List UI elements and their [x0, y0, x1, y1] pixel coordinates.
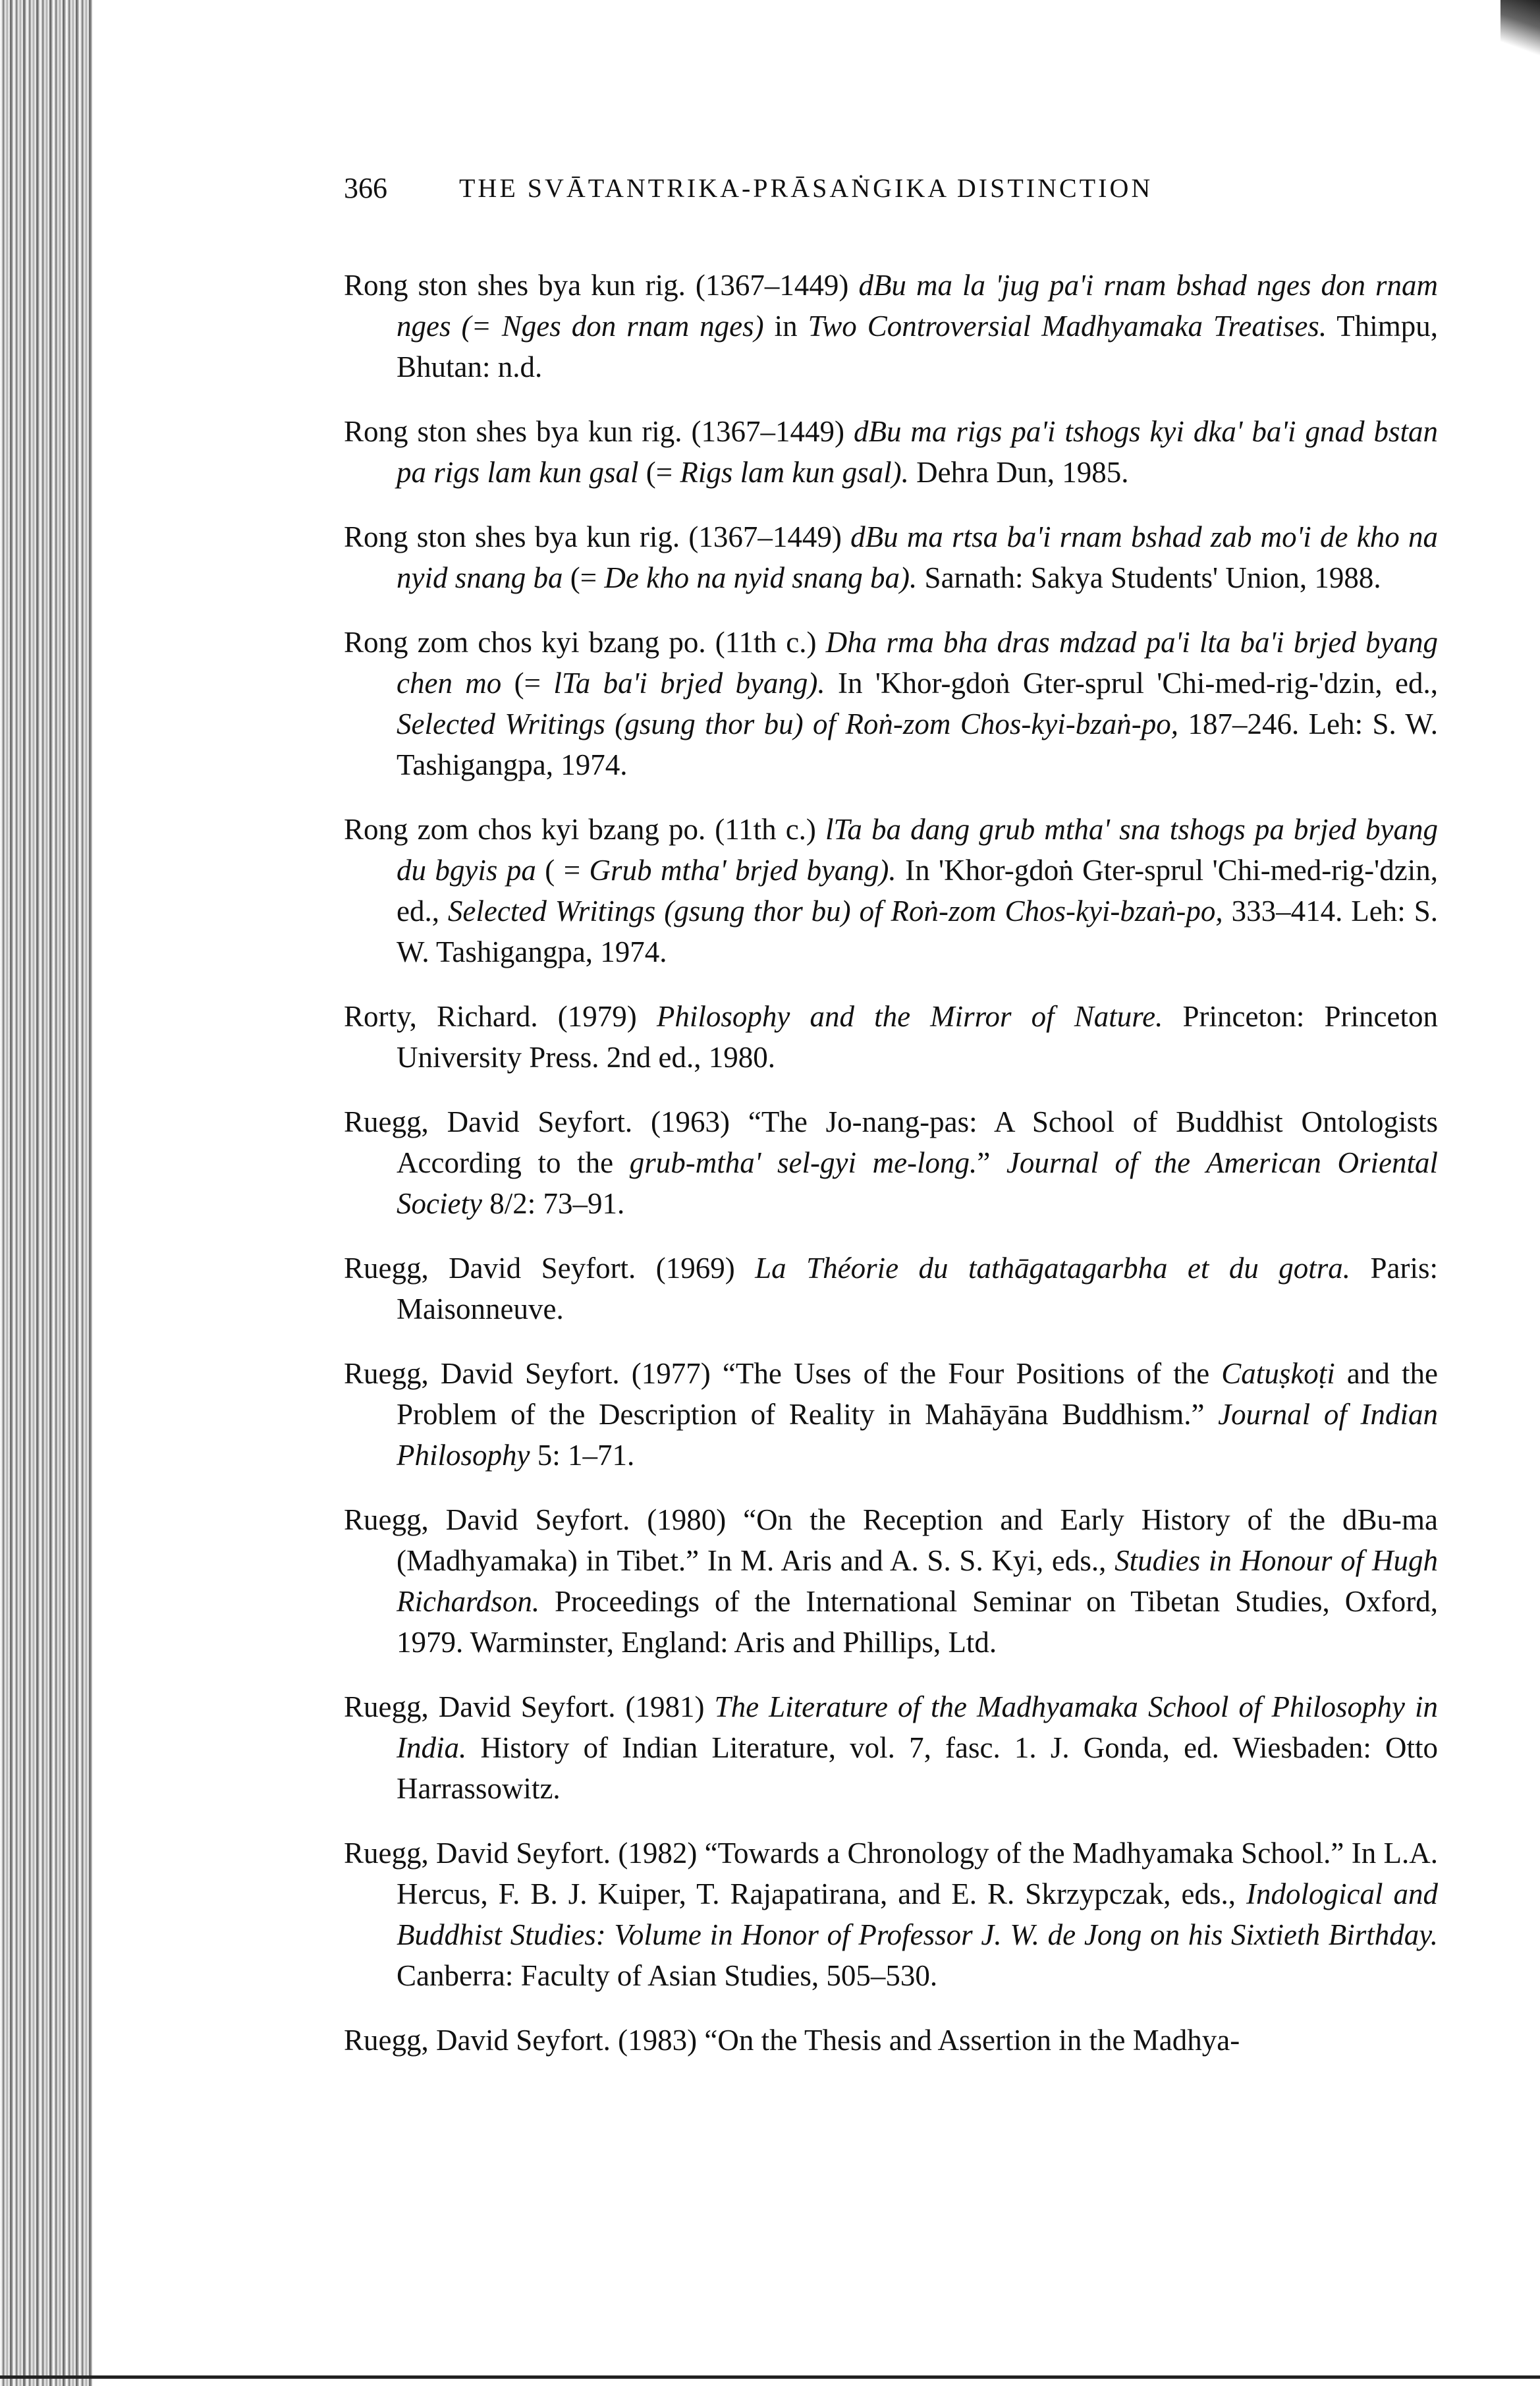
entry-text: History of Indian Literature, vol. 7, fasc. 1. J. Gonda, ed. Wiesbaden: Otto Harrassowitz. [397, 1731, 1438, 1805]
entry-title-italic: Studies in Honour of Hugh Richardson. [397, 1544, 1438, 1618]
entry-text: Dehra Dun, 1985. [908, 456, 1129, 489]
bibliography-entry [344, 265, 1438, 387]
entry-title-italic: lTa ba'i brjed byang). [553, 667, 825, 700]
entry-text: Ruegg, David Seyfort. (1981) [344, 1690, 715, 1723]
entry-text: Rong zom chos kyi bzang po. (11th c.) [344, 626, 826, 659]
entry-title-italic: De kho na nyid snang ba). [604, 561, 918, 594]
entry-text: 5: 1–71. [530, 1439, 635, 1472]
entry-title-italic: Philosophy and the Mirror of Nature. [656, 1000, 1163, 1033]
entry-title-italic: dBu ma rigs pa'i tshogs kyi dka' ba'i gnad bstan pa rigs lam kun gsal [397, 415, 1438, 489]
entry-text: In 'Khor-gdoṅ Gter-sprul 'Chi-med-rig-'dzin, ed., [825, 667, 1438, 700]
entry-title-italic: lTa ba dang grub mtha' sna tshogs pa brjed byang du bgyis pa [397, 813, 1438, 887]
entry-text: Ruegg, David Seyfort. (1980) “On the Reception and Early History of the dBu-ma (Madhyamaka) in Tibet.” In M. Aris and A. S. S. Kyi, eds., [344, 1503, 1438, 1577]
bibliography-entry [344, 1248, 1438, 1329]
entry-title-italic: grub-mtha' sel-gyi me-long. [629, 1146, 977, 1179]
bibliography-entry [344, 1101, 1438, 1224]
running-header [344, 171, 1464, 211]
bibliography-entry [344, 996, 1438, 1078]
entry-text: (= [501, 667, 554, 700]
entry-text: Proceedings of the International Seminar on Tibetan Studies, Oxford, 1979. Warminster, England: Aris and Phillips, Ltd. [397, 1585, 1438, 1659]
entry-title-italic: Dha rma bha dras mdzad pa'i lta ba'i brjed byang chen mo [397, 626, 1439, 700]
page-number: 366 [344, 172, 387, 204]
scan-bottom-edge [0, 2375, 1540, 2379]
entry-title-italic: Selected Writings (gsung thor bu) of Roṅ-zom Chos-kyi-bzaṅ-po, [447, 895, 1223, 928]
bibliography-entry [344, 516, 1438, 598]
entry-title-italic: Two Controversial Madhyamaka Treatises. [808, 310, 1327, 343]
entry-title-italic: The Literature of the Madhyamaka School of Philosophy in India. [397, 1690, 1439, 1764]
bibliography-entry [344, 809, 1438, 972]
entry-title-italic: dBu ma la 'jug pa'i rnam bshad nges don rnam nges (= Nges don rnam nges) [397, 269, 1438, 343]
entry-title-italic: Catuṣkoṭi [1221, 1357, 1335, 1390]
entry-text: and the Problem of the Description of Reality in Mahāyāna Buddhism.” [397, 1357, 1439, 1431]
entry-text: Ruegg, David Seyfort. (1977) “The Uses of the Four Positions of the [344, 1357, 1222, 1390]
entry-text: Paris: Maisonneuve. [397, 1252, 1439, 1325]
entry-text: in [763, 310, 808, 343]
entry-text: In 'Khor-gdoṅ Gter-sprul 'Chi-med-rig-'dzin, ed., [397, 854, 1438, 928]
entry-text: Rong ston shes bya kun rig. (1367–1449) [344, 415, 854, 448]
entry-text: Ruegg, David Seyfort. (1969) [344, 1252, 756, 1285]
bibliography-entry [344, 1833, 1438, 1996]
running-title: THE SVĀTANTRIKA-PRĀSAṄGIKA DISTINCTION [459, 173, 1153, 203]
bibliography-entry [344, 411, 1438, 493]
entry-title-italic: Grub mtha' brjed byang). [589, 854, 896, 887]
entry-text: Ruegg, David Seyfort. (1982) “Towards a Chronology of the Madhyamaka School.” In L.A. Hercus, F. B. J. Kuiper, T. Rajapatirana, and E. R. Skrzypczak, eds., [344, 1837, 1438, 1910]
entry-text: Ruegg, David Seyfort. (1963) “The Jo-nang-pas: A School of Buddhist Ontologists According to the [344, 1105, 1438, 1179]
bibliography-entry [344, 1686, 1438, 1809]
entry-text: Princeton: Princeton University Press. 2nd ed., 1980. [397, 1000, 1439, 1074]
entry-text: ( = [536, 854, 590, 887]
entry-text: Rong ston shes bya kun rig. (1367–1449) [344, 520, 851, 553]
entry-text: Rong ston shes bya kun rig. (1367–1449) [344, 269, 859, 302]
bibliography-entry [344, 1353, 1438, 1476]
entry-title-italic: dBu ma rtsa ba'i rnam bshad zab mo'i de kho na nyid snang ba [397, 520, 1438, 594]
entry-title-italic: Journal of Indian Philosophy [397, 1398, 1438, 1472]
entry-text: 333–414. Leh: S. W. Tashigangpa, 1974. [397, 895, 1438, 968]
entry-text: Thimpu, Bhutan: n.d. [397, 310, 1438, 383]
entry-text: Canberra: Faculty of Asian Studies, 505–530. [397, 1959, 938, 1992]
entry-text: 8/2: 73–91. [481, 1187, 625, 1220]
bibliography-list [344, 265, 1438, 2084]
bibliography-entry [344, 2020, 1438, 2061]
entry-text: 187–246. Leh: S. W. Tashigangpa, 1974. [397, 707, 1438, 781]
entry-text: Sarnath: Sakya Students' Union, 1988. [917, 561, 1381, 594]
entry-text: ” [977, 1146, 1006, 1179]
entry-text: (= [563, 561, 605, 594]
entry-text: Ruegg, David Seyfort. (1983) “On the Thesis and Assertion in the Madhya- [344, 2024, 1240, 2057]
entry-text: Rong zom chos kyi bzang po. (11th c.) [344, 813, 826, 846]
entry-text: Rorty, Richard. (1979) [344, 1000, 657, 1033]
entry-title-italic: Indological and Buddhist Studies: Volume in Honor of Professor J. W. de Jong on his Sixtieth Birthday. [397, 1877, 1438, 1951]
entry-text: (= [638, 456, 680, 489]
entry-title-italic: Selected Writings (gsung thor bu) of Roṅ-zom Chos-kyi-bzaṅ-po, [397, 707, 1179, 740]
scan-corner-shadow [1500, 0, 1540, 79]
entry-title-italic: Rigs lam kun gsal). [680, 456, 909, 489]
bibliography-entry [344, 1499, 1438, 1663]
entry-title-italic: Journal of the American Oriental Society [397, 1146, 1438, 1220]
entry-title-italic: La Théorie du tathāgatagarbha et du gotra. [755, 1252, 1351, 1285]
book-binding-edge [0, 0, 92, 2386]
bibliography-entry [344, 622, 1438, 785]
